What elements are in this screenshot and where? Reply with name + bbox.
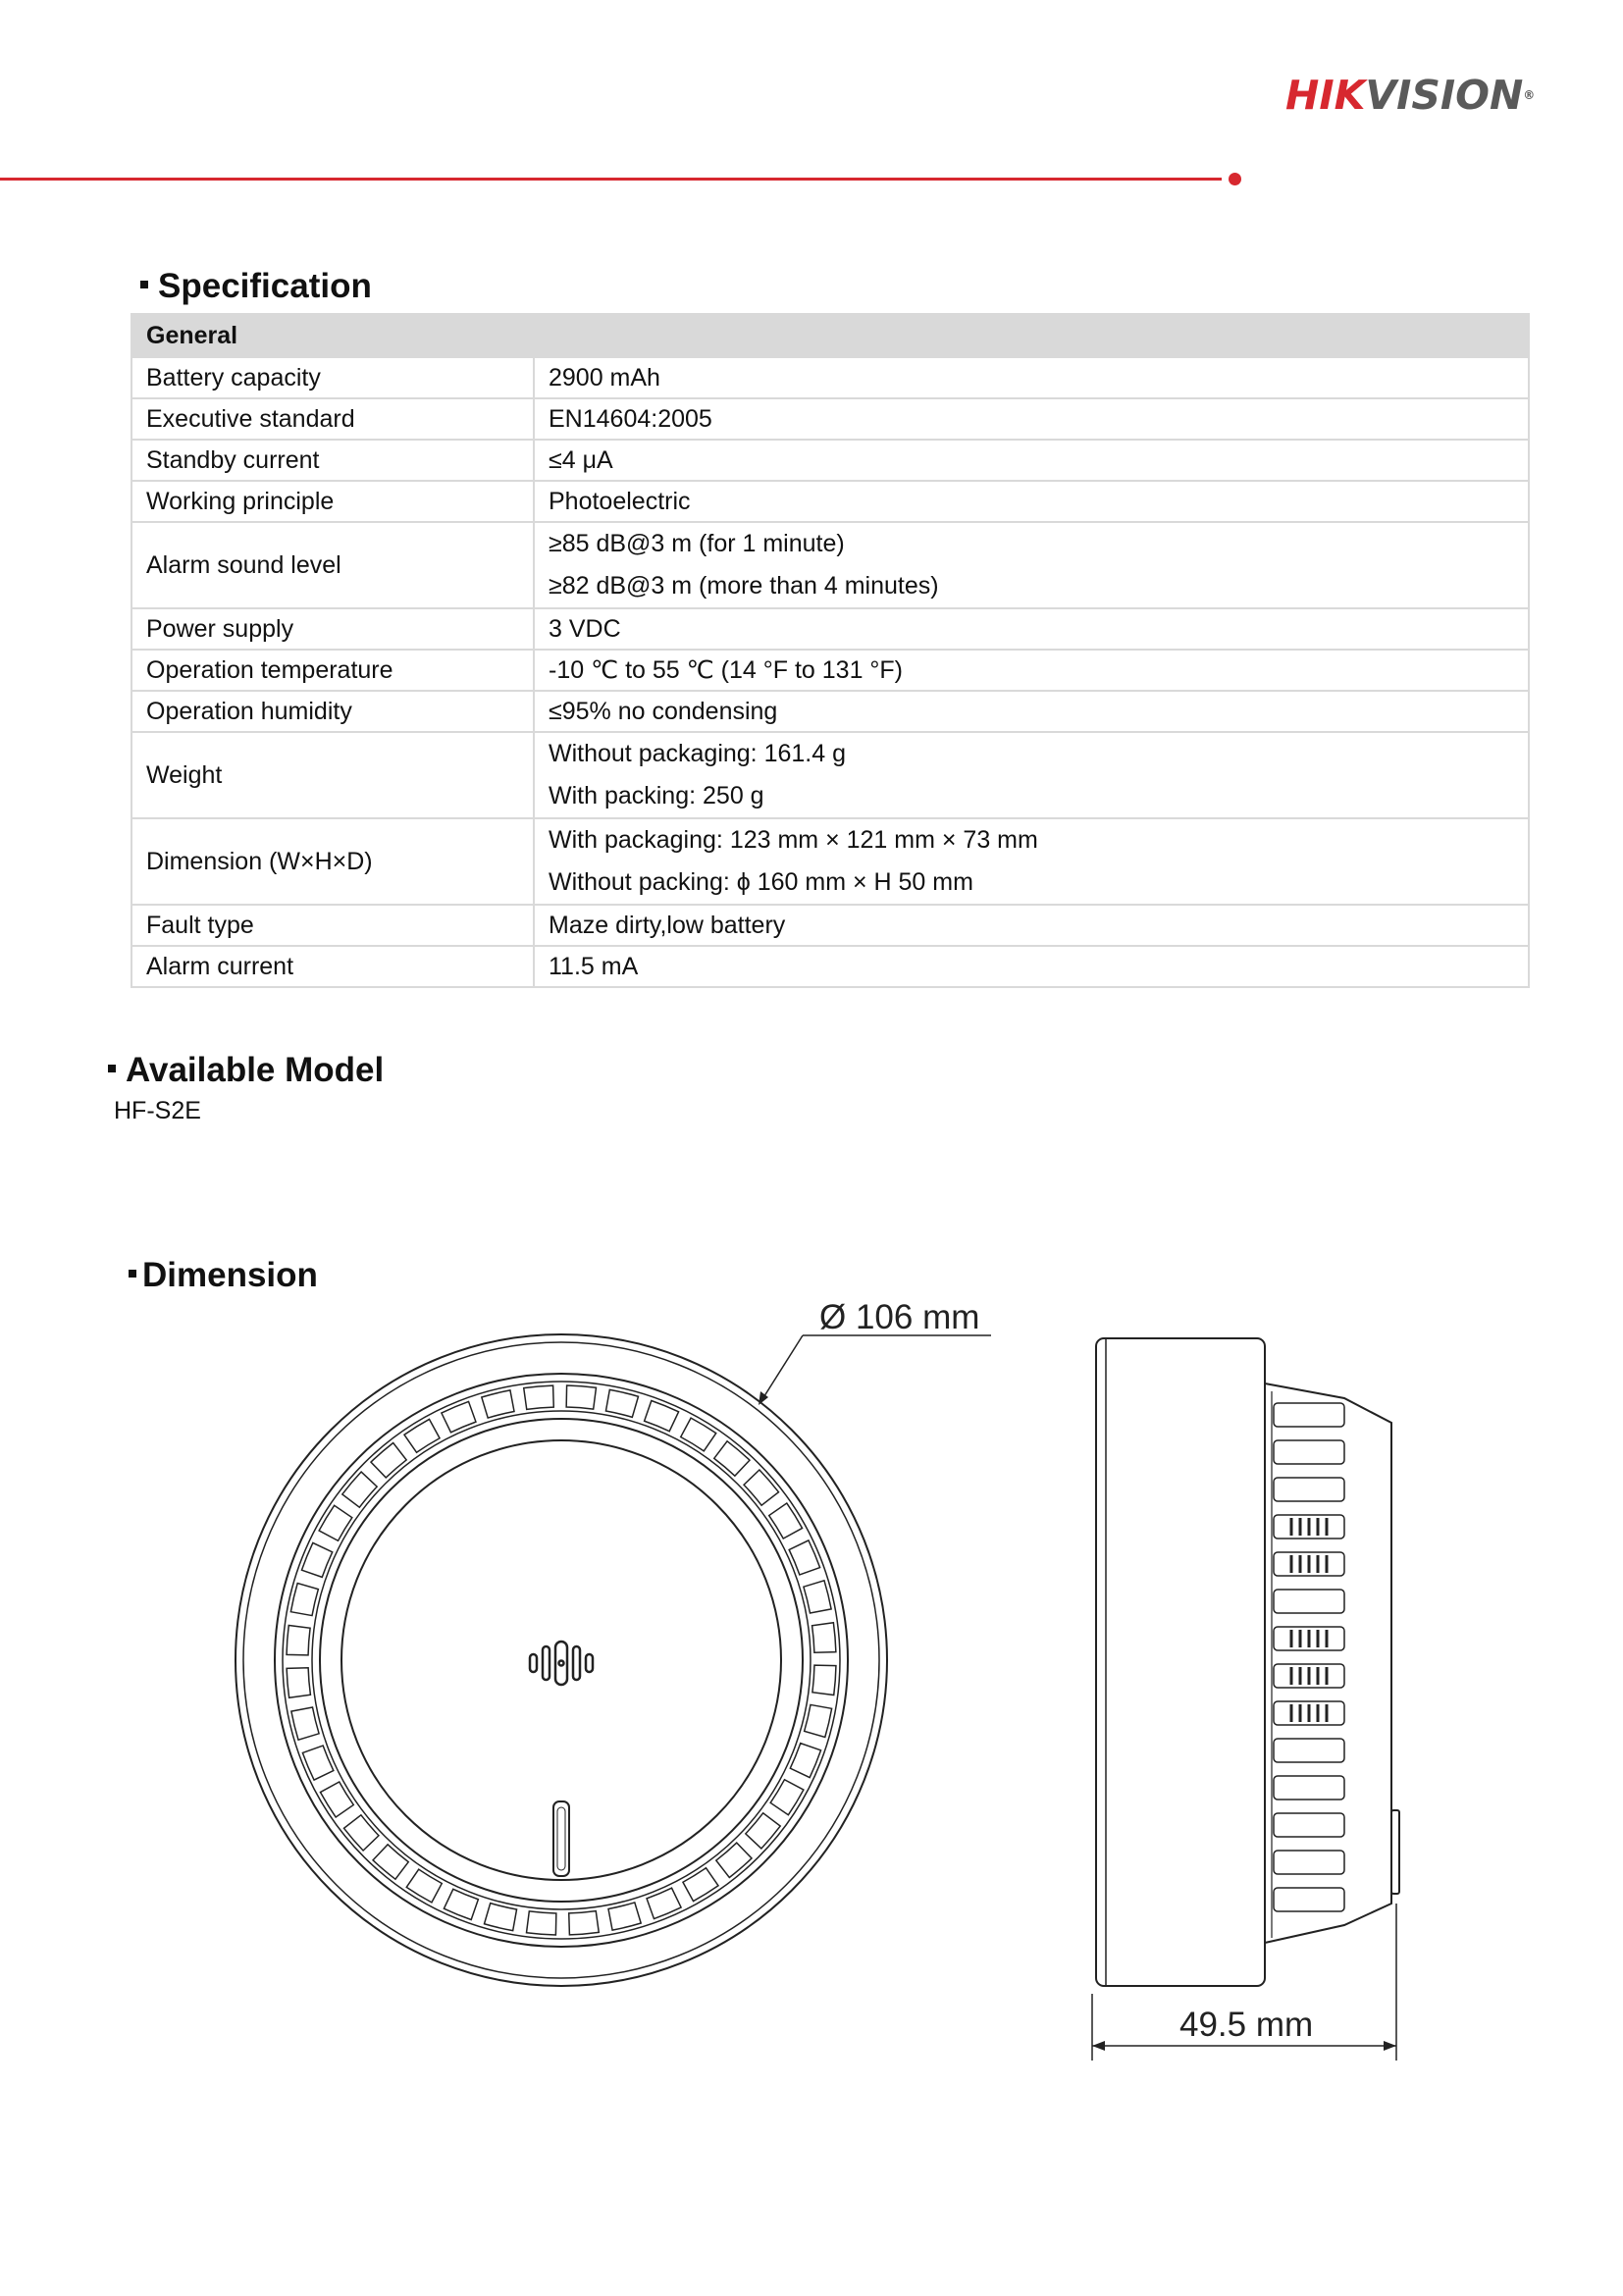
spec-label: Operation temperature bbox=[131, 650, 534, 691]
side-slat bbox=[1274, 1776, 1344, 1800]
spec-label: Operation humidity bbox=[131, 691, 534, 732]
diameter-label: Ø 106 mm bbox=[819, 1298, 980, 1336]
vent-slot bbox=[769, 1503, 803, 1539]
vent-slot bbox=[290, 1584, 318, 1616]
table-group-label: General bbox=[131, 314, 1529, 357]
spec-label: Battery capacity bbox=[131, 357, 534, 398]
side-view bbox=[1092, 1338, 1399, 2061]
vent-slot bbox=[714, 1441, 750, 1476]
spec-value-line: 2900 mAh bbox=[549, 363, 660, 391]
side-slat bbox=[1274, 1851, 1344, 1874]
vent-slot bbox=[404, 1419, 440, 1452]
side-slat bbox=[1274, 1739, 1344, 1762]
vent-slot bbox=[371, 1443, 406, 1478]
hikvision-logo: HIKVISION® bbox=[1285, 72, 1536, 119]
vent-slot bbox=[373, 1845, 408, 1879]
spec-label: Standby current bbox=[131, 440, 534, 481]
side-slat bbox=[1274, 1440, 1344, 1464]
side-slat bbox=[1274, 1403, 1344, 1427]
spec-label: Executive standard bbox=[131, 398, 534, 440]
spec-value-line: ≥82 dB@3 m (more than 4 minutes) bbox=[549, 572, 939, 600]
spec-value-line: With packaging: 123 mm × 121 mm × 73 mm bbox=[549, 826, 1038, 854]
vent-slot bbox=[291, 1707, 319, 1740]
vent-slot bbox=[342, 1472, 377, 1507]
vent-slot bbox=[482, 1390, 514, 1418]
available-model-heading: Available Model bbox=[108, 1051, 384, 1090]
spec-value-line: With packing: 250 g bbox=[549, 782, 764, 809]
diameter-leader bbox=[762, 1335, 803, 1399]
spec-value-line: -10 ℃ to 55 ℃ (14 °F to 131 °F) bbox=[549, 656, 904, 684]
vent-slot bbox=[566, 1385, 596, 1409]
side-slat bbox=[1274, 1813, 1344, 1837]
vent-slot bbox=[319, 1505, 352, 1540]
vent-slot bbox=[804, 1581, 831, 1613]
vent-slot bbox=[287, 1668, 310, 1698]
vent-slot bbox=[608, 1903, 641, 1930]
spec-value-line: Without packing: ϕ 160 mm × H 50 mm bbox=[549, 868, 973, 896]
indicator-light bbox=[553, 1801, 569, 1876]
vent-slot bbox=[746, 1813, 780, 1849]
vent-slot bbox=[527, 1911, 556, 1935]
specification-heading: Specification bbox=[140, 267, 372, 306]
spec-label: Alarm sound level bbox=[131, 522, 534, 608]
side-vent-slats bbox=[1274, 1403, 1344, 1911]
vent-slot bbox=[744, 1470, 778, 1505]
vent-slot bbox=[812, 1623, 836, 1653]
spec-value-line: Without packaging: 161.4 g bbox=[549, 740, 846, 767]
spec-label: Weight bbox=[131, 732, 534, 818]
vent-slot bbox=[485, 1904, 517, 1931]
vent-slot bbox=[716, 1843, 752, 1877]
vent-slot bbox=[770, 1780, 804, 1815]
front-view bbox=[236, 1334, 991, 1986]
vent-slot bbox=[812, 1665, 836, 1695]
spec-value-line: Photoelectric bbox=[549, 487, 691, 515]
depth-label: 49.5 mm bbox=[1179, 2006, 1314, 2044]
side-slat bbox=[1274, 1590, 1344, 1613]
spec-label: Alarm current bbox=[131, 946, 534, 987]
spec-value-line: ≥85 dB@3 m (for 1 minute) bbox=[549, 530, 845, 557]
vent-slot bbox=[406, 1869, 442, 1903]
spec-value-line: ≤4 μA bbox=[549, 445, 613, 474]
device-logo-icon bbox=[530, 1642, 593, 1685]
vent-slot bbox=[287, 1626, 310, 1655]
model-name: HF-S2E bbox=[114, 1097, 201, 1124]
spec-value-line: 3 VDC bbox=[549, 614, 621, 643]
vent-slot bbox=[805, 1704, 832, 1737]
spec-label: Dimension (W×H×D) bbox=[131, 818, 534, 905]
side-slat bbox=[1274, 1888, 1344, 1911]
spec-value-line: EN14604:2005 bbox=[549, 404, 712, 433]
spec-label: Power supply bbox=[131, 608, 534, 650]
spec-value-line: 11.5 mA bbox=[549, 952, 639, 980]
vent-slot bbox=[681, 1418, 716, 1451]
vent-slot bbox=[569, 1911, 600, 1935]
side-slat bbox=[1274, 1478, 1344, 1501]
spec-label: Working principle bbox=[131, 481, 534, 522]
vent-slot bbox=[524, 1385, 554, 1409]
spec-value-line: Maze dirty,low battery bbox=[549, 911, 786, 939]
spec-value-line: ≤95% no condensing bbox=[549, 697, 778, 725]
vent-slot bbox=[344, 1815, 379, 1851]
vent-slot bbox=[683, 1868, 718, 1902]
vent-slot bbox=[320, 1782, 353, 1817]
dimension-heading: Dimension bbox=[129, 1256, 318, 1295]
spec-label: Fault type bbox=[131, 905, 534, 946]
vent-slot bbox=[605, 1389, 638, 1417]
